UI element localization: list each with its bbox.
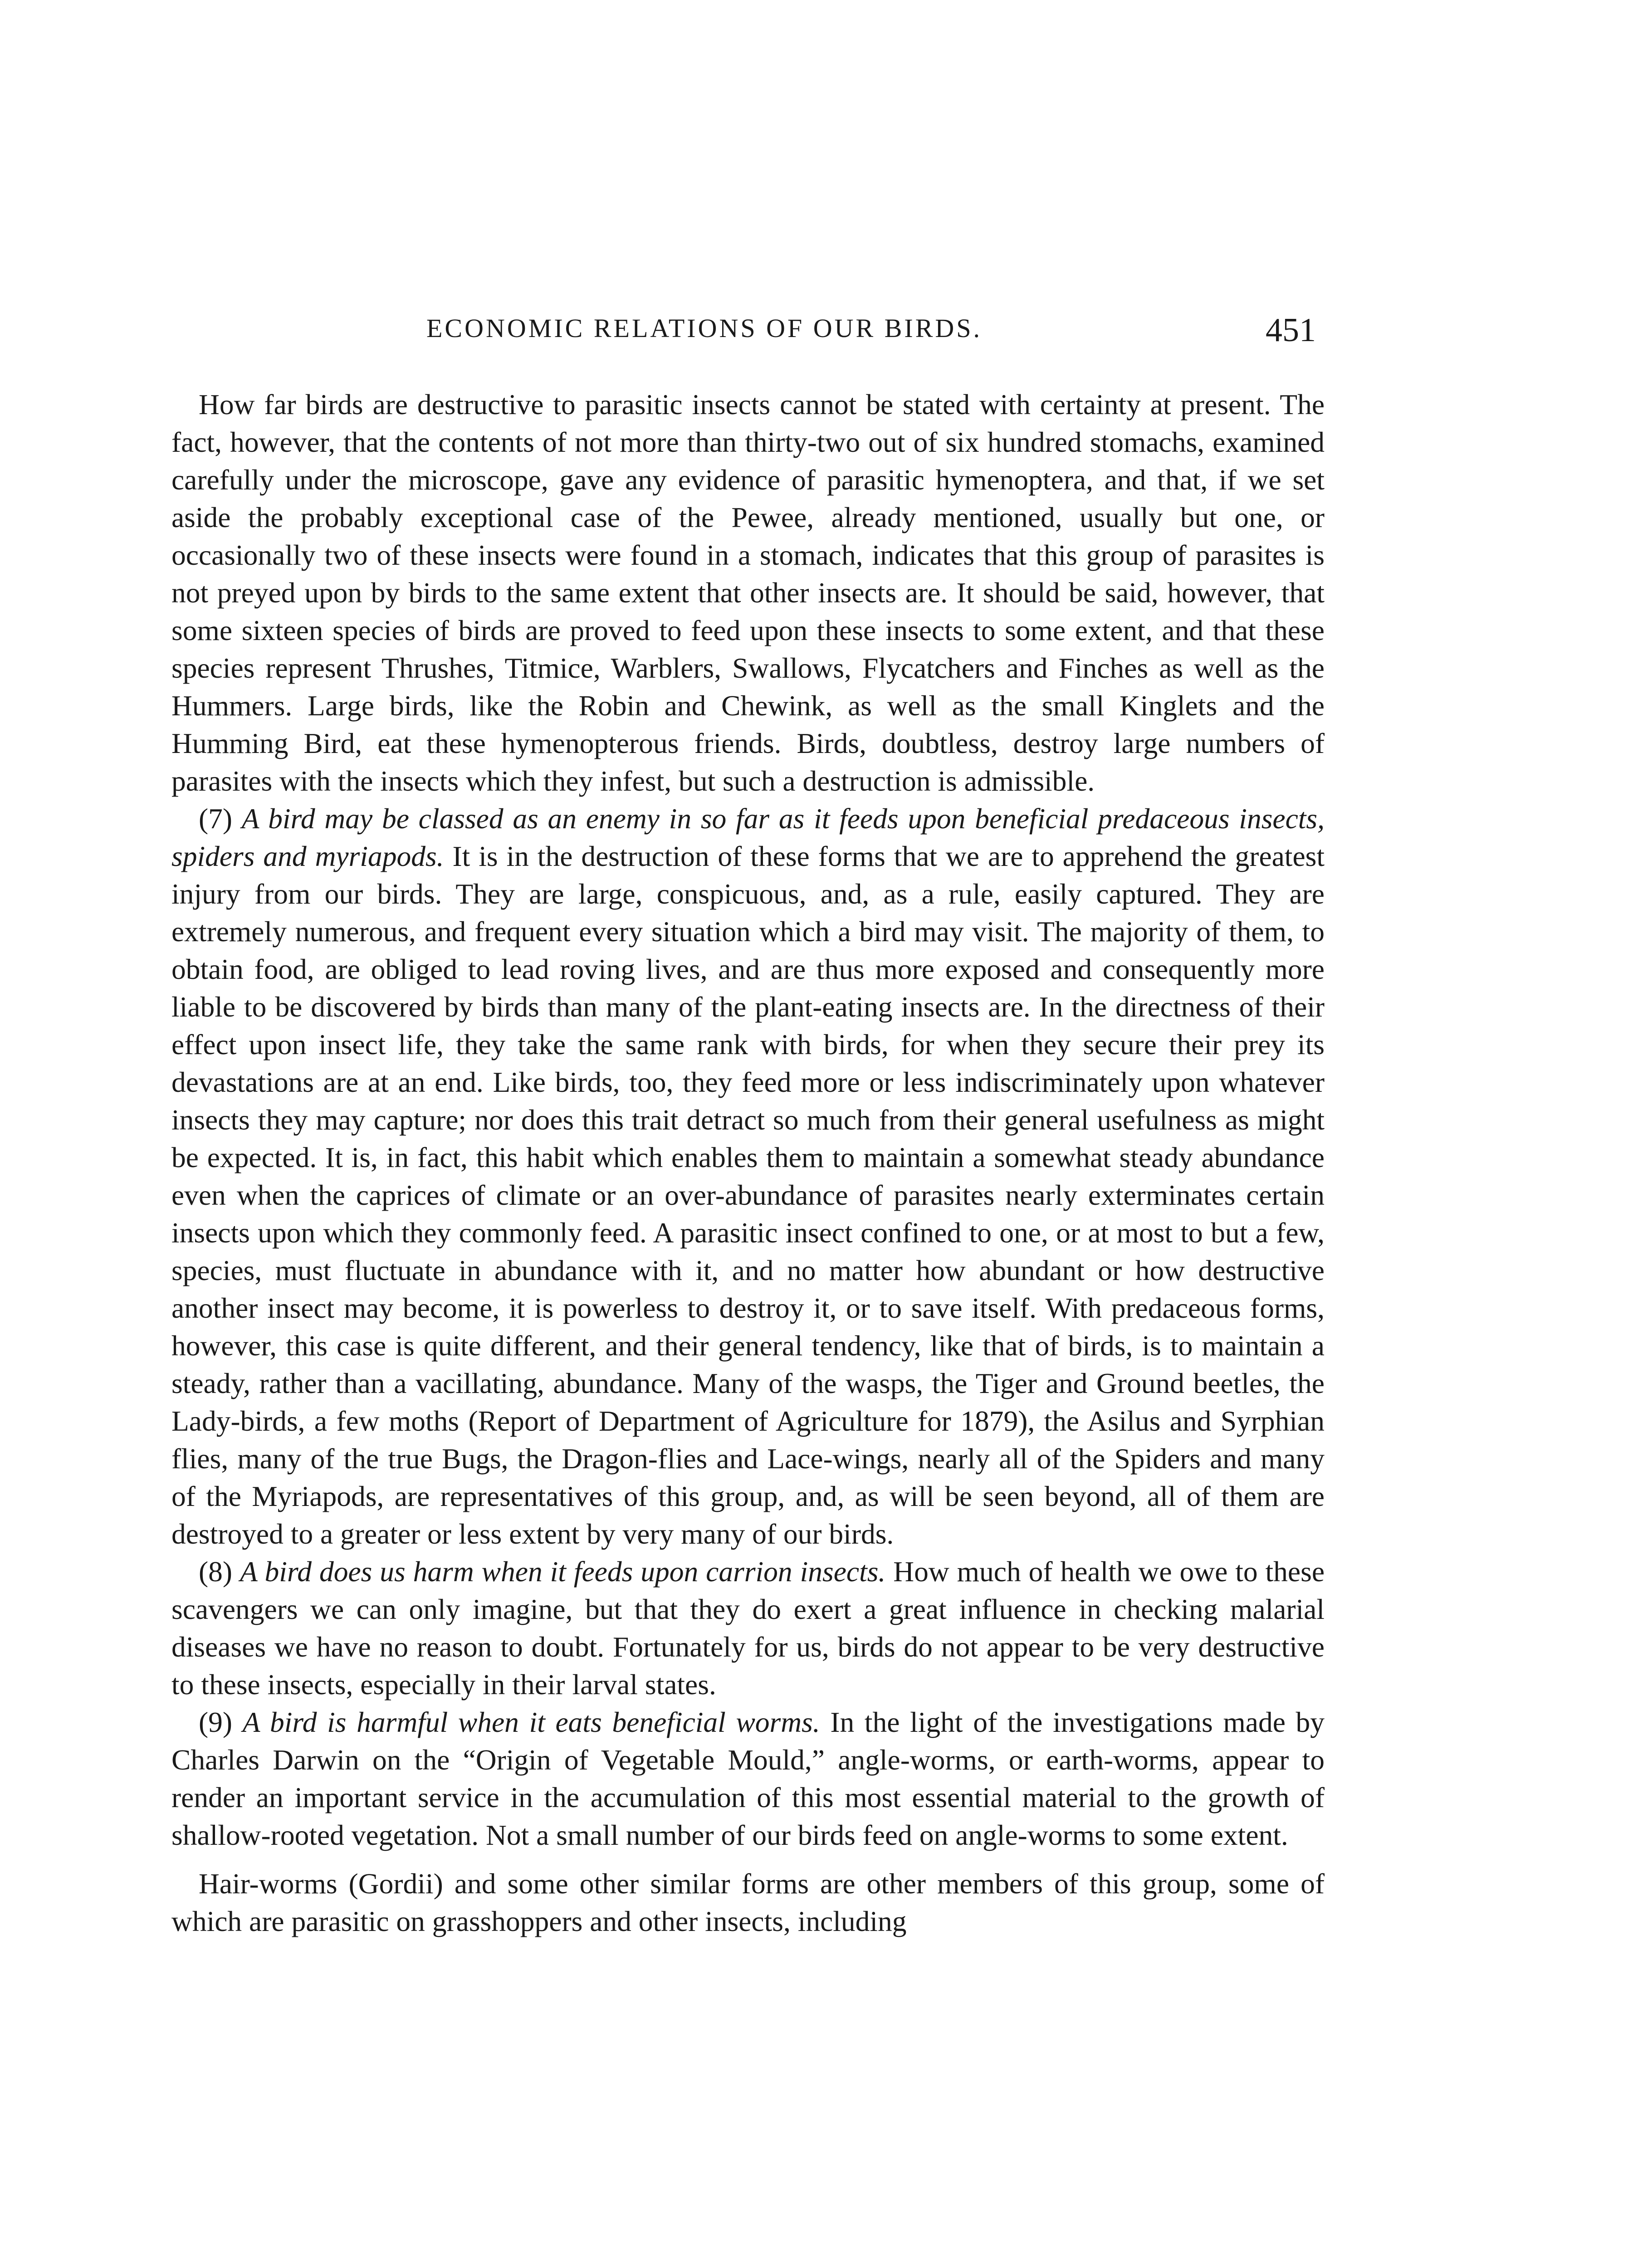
- body-text: [171, 386, 1325, 1940]
- page-number: 451: [1266, 312, 1316, 349]
- paragraph-parasitic-insects: [171, 386, 1325, 800]
- paragraph-hair-worms: [171, 1865, 1325, 1940]
- paragraph-text: Hair-worms (Gordii) and some other similar forms are other members of this group, some of which are parasitic on grasshoppers and other insects, including: [171, 1867, 1325, 1937]
- section-heading: A bird may be classed as an enemy in so far as it feeds upon beneficial predaceous insects, spiders and myriapods.: [171, 802, 1325, 872]
- paragraph-text: It is in the destruction of these forms that we are to apprehend the greatest injury from our birds. They are large, conspicuous, and, as a rule, easily captured. They are extremely numerous, and frequent every situation which a bird may visit. The majority of them, to obtain food, are obliged to lead roving lives, and are thus more exposed and consequently more liable to be discovered by birds than many of the plant-eating insects are. In the directness of their effect upon insect life, they take the same rank with birds, for when they secure their prey its devastations are at an end. Like birds, too, they feed more or less indiscriminately upon whatever insects they may capture; nor does this trait detract so much from their general usefulness as might be expected. It is, in fact, this habit which enables them to maintain a somewhat steady abundance even when the caprices of climate or an over-abundance of parasites nearly exterminates certain insects upon which they commonly feed. A parasitic insect confined to one, or at most to but a few, species, must fluctuate in abundance with it, and no matter how abundant or how destructive another insect may become, it is powerless to destroy it, or to save itself. With predaceous forms, however, this case is quite different, and their general tendency, like that of birds, is to maintain a steady, rather than a vacillating, abundance. Many of the wasps, the Tiger and Ground beetles, the Lady-birds, a few moths (Report of Department of Agriculture for 1879), the Asilus and Syrphian flies, many of the true Bugs, the Dragon-flies and Lace-wings, nearly all of the Spiders and many of the Myriapods, are representatives of this group, and, as will be seen beyond, all of them are destroyed to a greater or less extent by very many of our birds.: [171, 840, 1325, 1550]
- running-head: ECONOMIC RELATIONS OF OUR BIRDS.: [426, 313, 983, 343]
- paragraph-predaceous-insects: [171, 800, 1325, 1553]
- section-heading: A bird is harmful when it eats beneficial worms.: [242, 1706, 820, 1738]
- section-number: (7): [199, 802, 233, 835]
- section-number: (9): [199, 1706, 233, 1738]
- paragraph-text: How much of health we owe to these scavengers we can only imagine, but that they do exert a great influence in checking malarial diseases we have no reason to doubt. Fortunately for us, birds do not appear to be very destructive to these insects, especially in their larval states.: [171, 1555, 1325, 1701]
- paragraph-text: In the light of the investigations made by Charles Darwin on the “Origin of Vegetable Mould,” angle-worms, or earth-worms, appear to render an important service in the accumulation of this most essential material to the growth of shallow-rooted vegetation. Not a small number of our birds feed on angle-worms to some extent.: [171, 1706, 1325, 1851]
- section-number: (8): [199, 1555, 233, 1588]
- paragraph-beneficial-worms: [171, 1703, 1325, 1854]
- paragraph-carrion-insects: [171, 1553, 1325, 1703]
- section-heading: A bird does us harm when it feeds upon carrion insects.: [240, 1555, 886, 1588]
- paragraph-text: How far birds are destructive to parasitic insects cannot be stated with certainty at present. The fact, however, that the contents of not more than thirty-two out of six hundred stomachs, examined carefully under the microscope, gave any evidence of parasitic hymenoptera, and that, if we set aside the probably exceptional case of the Pewee, already mentioned, usually but one, or occasionally two of these insects were found in a stomach, indicates that this group of parasites is not preyed upon by birds to the same extent that other insects are. It should be said, however, that some sixteen species of birds are proved to feed upon these insects to some extent, and that these species represent Thrushes, Titmice, Warblers, Swallows, Flycatchers and Finches as well as the Hummers. Large birds, like the Robin and Chewink, as well as the small Kinglets and the Humming Bird, eat these hymenopterous friends. Birds, doubtless, destroy large numbers of parasites with the insects which they infest, but such a destruction is admissible.: [171, 388, 1325, 797]
